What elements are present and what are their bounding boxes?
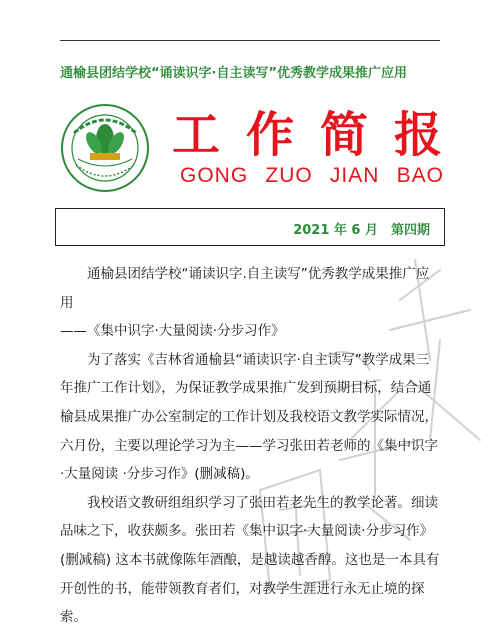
- org-line: 通榆县团结学校“诵读识字·自主读写”优秀教学成果推广应用: [60, 66, 408, 81]
- pinyin-word: GONG: [180, 164, 249, 187]
- paragraph: 我校语文教研组组织学习了张田若老先生的教学论著。细读品味之下，收获颇多。张田若《集中识字·大量阅读·分步习作》(删减稿) 这本书就像陈年酒酿，是越读越香醇。这也是一本具有开创性的书，能带领教育者们，对教学生涯进行永无止境的探索。: [60, 494, 440, 626]
- title-pinyin: [180, 164, 444, 188]
- article-body: [60, 260, 440, 632]
- school-emblem-icon: [60, 103, 150, 193]
- paragraph: ——《集中识字·大量阅读·分步习作》: [60, 323, 285, 340]
- title-chinese: [172, 96, 442, 165]
- pinyin-word: BAO: [396, 164, 444, 187]
- title-char: 报: [393, 107, 442, 163]
- title-char: 工: [172, 107, 221, 163]
- paragraph: 通榆县团结学校“诵读识字.自主读写”优秀教学成果推广应用: [60, 266, 430, 311]
- title-char: 简: [319, 107, 368, 163]
- pinyin-word: ZUO: [265, 164, 313, 187]
- issue-date: 2021 年 6 月 第四期: [293, 223, 430, 238]
- issue-box: [55, 208, 445, 246]
- pinyin-word: JIAN: [329, 164, 380, 187]
- paragraph: 为了落实《吉林省通榆县“诵读识字·自主读写”教学成果三年推广工作计划》，为保证教学成果推广发到预期目标，结合通榆县成果推广办公室制定的工作计划及我校语文教学实际情况，六月份，主要以理论学习为主——学习张田若老师的《集中识字 ·大量阅读 ·分步习作》(删减稿)。: [60, 351, 438, 483]
- title-char: 作: [245, 107, 294, 163]
- top-rule: [60, 40, 440, 41]
